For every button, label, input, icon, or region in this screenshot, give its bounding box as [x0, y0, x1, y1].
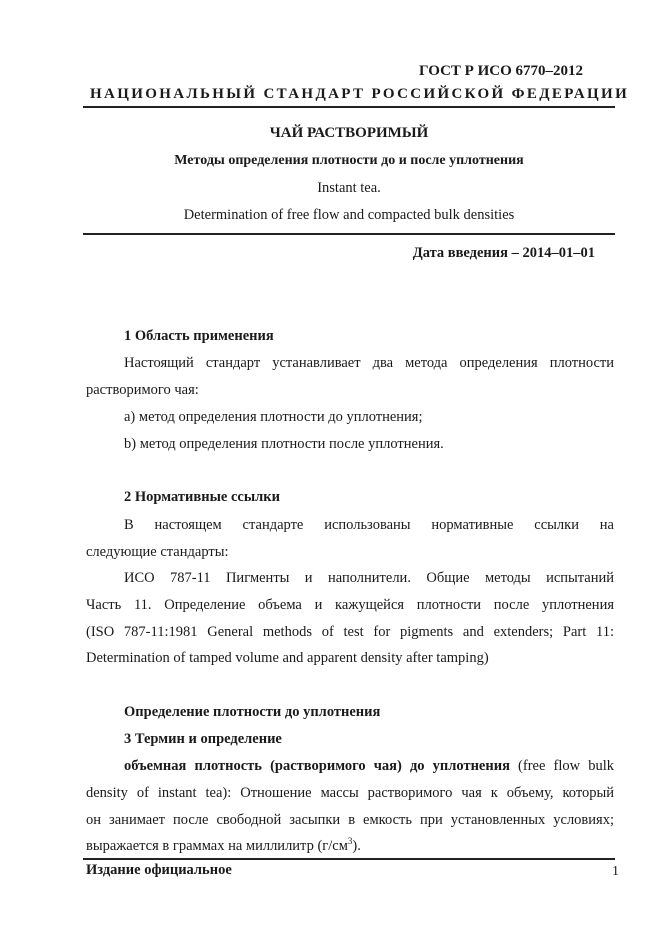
introduction-date: Дата введения – 2014–01–01: [412, 245, 595, 261]
term-english: (free flow bulk: [509, 758, 614, 774]
definition-line-2: density of instant tea): Отношение массы растворимого чая к объему, который: [86, 785, 614, 801]
term-name: объемная плотность (растворимого чая) до уплотнения: [124, 758, 510, 774]
definition-text: выражается в граммах на миллилитр (г/см: [86, 838, 348, 854]
reference-line-3: (ISO 787-11:1981 General methods of test for pigments and extenders; Part 11:: [86, 624, 614, 640]
document-title: ЧАЙ РАСТВОРИМЫЙ: [269, 125, 429, 141]
page-number: 1: [612, 864, 619, 879]
term-line-1: [124, 758, 614, 775]
unit-superscript: 3: [347, 836, 353, 847]
section-1-item-a: а) метод определения плотности до уплотнения;: [124, 409, 423, 425]
footer-divider: [83, 858, 615, 860]
reference-line-2: Часть 11. Определение объема и кажущейся плотности после уплотнения: [86, 597, 614, 613]
english-title-line-2: Determination of free flow and compacted bulk densities: [183, 207, 515, 223]
definition-line-4: [86, 838, 361, 855]
title-divider: [83, 233, 615, 235]
definition-line-3: он занимает после свободной засыпки в емкость при установленных условиях;: [86, 812, 614, 828]
national-standard-title: НАЦИОНАЛЬНЫЙ СТАНДАРТ РОССИЙСКОЙ ФЕДЕРАЦИИ: [90, 86, 630, 102]
section-1-item-b: b) метод определения плотности после уплотнения.: [124, 436, 444, 452]
section-2-heading: 2 Нормативные ссылки: [124, 489, 280, 505]
section-2-paragraph-line-2: следующие стандарты:: [86, 544, 229, 560]
reference-line-1: ИСО 787-11 Пигменты и наполнители. Общие методы испытаний: [124, 570, 614, 586]
header-divider: [83, 106, 615, 108]
document-subtitle: Методы определения плотности до и после уплотнения: [174, 153, 524, 168]
section-3-pre-heading: Определение плотности до уплотнения: [124, 704, 381, 720]
definition-end: ).: [352, 838, 361, 854]
section-2-paragraph-line-1: В настоящем стандарте использованы нормативные ссылки на: [124, 517, 614, 533]
section-1-heading: 1 Область применения: [124, 328, 274, 344]
official-edition-label: Издание официальное: [86, 862, 232, 878]
english-title-line-1: Instant tea.: [317, 180, 381, 196]
section-1-paragraph-line-1: Настоящий стандарт устанавливает два метода определения плотности: [124, 355, 614, 371]
section-3-heading: 3 Термин и определение: [124, 731, 282, 747]
section-1-paragraph-line-2: растворимого чая:: [86, 382, 199, 398]
standard-code: ГОСТ Р ИСО 6770–2012: [419, 63, 583, 79]
reference-line-4: Determination of tamped volume and apparent density after tamping): [86, 650, 489, 666]
